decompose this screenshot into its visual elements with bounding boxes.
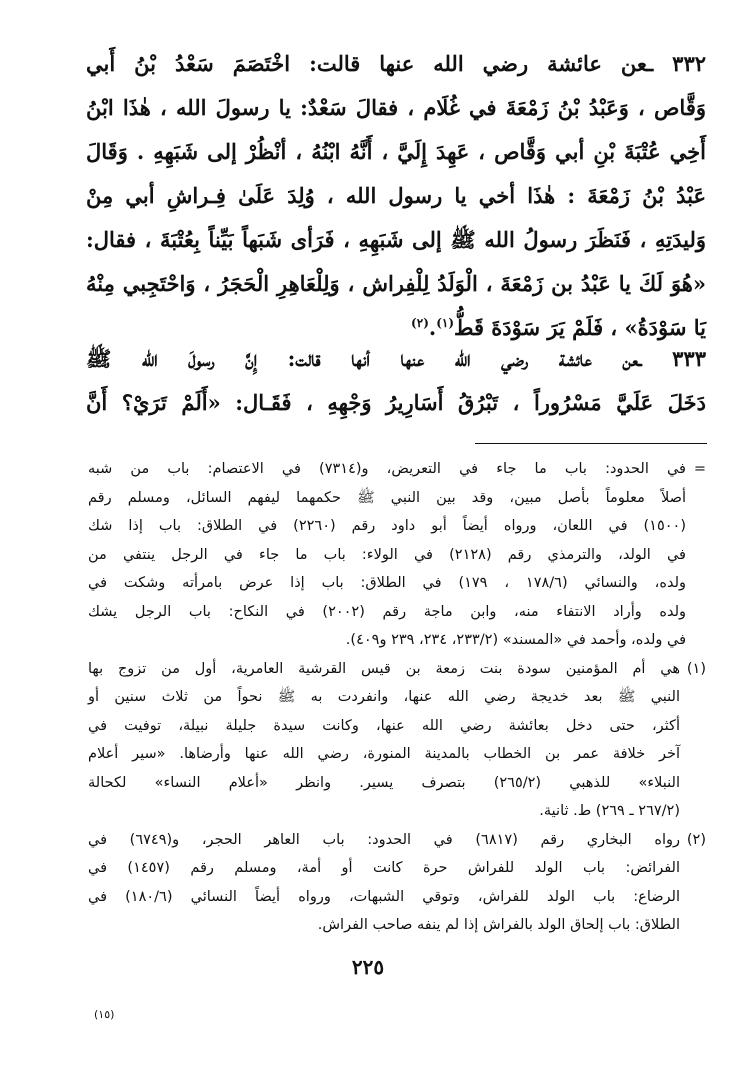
hadith-333-line-2: دَخَلَ عَلَيَّ مَسْرُوراً ، تَبْرُقُ أَسَارِيرُ وَجْهِهِ ، فَقَـال: «أَلَمْ تَرَيْ؟ أَنَّ — [86, 390, 706, 415]
hadith-332-line-3: أَخِي عُتْبَةَ بْنِ أبي وَقَّاص ، عَهِدَ إِلَيَّ ، أَنَّهُ ابْنُهُ ، أنْظُرْ إلى شَبَهِهِ . وَقَالَ — [86, 139, 706, 164]
hadith-332-line-6: «هُوَ لَكَ يا عَبْدُ بن زَمْعَةَ ، الْوَلَدُ لِلْفِراش ، وَلِلْعَاهِرِ الْحَجَرُ ، وَاحْتَجِبي مِنْهُ — [86, 271, 706, 296]
hadith-332-tail: . — [428, 315, 437, 340]
continuation-marker: = — [693, 461, 706, 477]
hadith-332-line-1-text: عن عائشة رضي الله عنها قالت: اخْتَصَمَ سَعْدُ بْنُ أَبي — [86, 51, 648, 76]
footnote-cont-line-5: ولده، والنسائي (١٧٨/٦ ، ١٧٩) في الطلاق: باب إذا عرض بامرأته وشكت في — [88, 575, 686, 591]
hadith-332-line-1 — [86, 42, 706, 86]
footnote-1-marker: (١) — [686, 660, 706, 677]
footnote-separator — [475, 443, 707, 444]
footnote-ref-2[interactable]: (٢) — [411, 316, 429, 330]
hadith-332-line-5: وَليدَتِهِ ، فَنَظَرَ رسولُ الله ﷺ إلى شَبَهِهِ ، فَرَأى شَبَهاً بَيِّناً بِعُتْبَةَ ، فقال: — [86, 227, 706, 252]
footnote-1-line-5: النبلاء» للذهبي (٢٦٥/٢) بتصرف يسير. وانظر «أعلام النساء» لكحالة — [88, 774, 680, 791]
footnote-2-marker: (٢) — [686, 831, 706, 848]
footnote-2-line-4: الطلاق: باب إلحاق الولد بالفراش إذا لم ينفه صاحب الفراش. — [317, 917, 680, 933]
hadith-332-line-2: وَقَّاص ، وَعَبْدُ بْنُ زَمْعَةَ في غُلَام ، فقالَ سَعْدٌ: يا رسولَ الله ، هٰذَا ابْنُ — [86, 95, 706, 120]
hadith-333-line-1-text: عن عائشة رضي الله عنها أنها قالت: إِنَّ رسولَ الله ﷺ — [86, 346, 639, 371]
footnote-2 — [88, 826, 706, 940]
footnotes — [88, 455, 706, 940]
hadith-332 — [86, 42, 706, 350]
footnote-1-line-2: النبي ﷺ بعد خديجة رضي الله عنها، وانفردت به ﷺ نحواً من ثلاث سنين أو — [88, 689, 680, 705]
footnote-1-line-4: آخر خلافة عمر بن الخطاب بالمدينة المنورة، رضي الله عنها وأرضاها. «سير أعلام — [88, 746, 680, 762]
footnote-cont-line-7: في ولده، وأحمد في «المسند» (٢٣٣/٢، ٢٣٤، ٢٣٩ و٤٠٩). — [345, 632, 686, 648]
footnote-cont-line-1: في الحدود: باب ما جاء في التعريض، و(٧٣١٤) في الاعتصام: باب من شبه — [88, 461, 686, 477]
hadith-332-number: ٣٣٢ ـ — [647, 51, 707, 76]
footnote-cont-line-2: أصلاً معلوماً بأصل مبين، وقد بين النبي ﷺ حكمهما ليفهم السائل، ومسلم رقم — [88, 489, 686, 506]
footnote-cont-line-3: (١٥٠٠) في اللعان، ورواه أيضاً أبو داود رقم (٢٢٦٠) في الطلاق: باب إذا شك — [88, 518, 686, 534]
footnote-1-line-3: أكثر، حتى دخل بعائشة رضي الله عنها، وكانت سيدة جليلة نبيلة، توفيت في — [88, 717, 680, 734]
footnote-cont-line-4: في الولد، والترمذي رقم (٢١٢٨) في الولاء: باب ما جاء في الرجل ينتفي من — [88, 546, 686, 563]
footnote-1-line-1: هي أم المؤمنين سودة بنت زمعة بن قيس القرشية العامرية، أول من تزوج بها — [88, 660, 680, 677]
hadith-332-line-4: عَبْدُ بْنُ زَمْعَةَ : هٰذَا أخي يا رسول الله ، وُلِدَ عَلَىٰ فِـراشِ أبي مِنْ — [86, 183, 706, 208]
signature-number: (١٥) — [94, 1008, 115, 1021]
footnote-2-line-1: رواه البخاري رقم (٦٨١٧) في الحدود: باب العاهر الحجر، و(٦٧٤٩) في — [88, 831, 680, 848]
footnote-continuation — [88, 455, 706, 655]
footnote-1-line-6: (٢٦٧/٢ ـ ٢٦٩) ط. ثانية. — [539, 803, 680, 819]
hadith-333-number: ٣٣٣ ـ — [638, 346, 706, 371]
hadith-333-line-1 — [86, 337, 706, 381]
footnote-ref-1[interactable]: (١) — [436, 316, 455, 330]
footnote-1 — [88, 655, 706, 826]
page-number: ٢٢٥ — [351, 955, 385, 979]
footnote-2-line-2: الفرائض: باب الولد للفراش حرة كانت أو أمة، ومسلم رقم (١٤٥٧) في — [88, 860, 680, 876]
footnote-2-line-3: الرضاع: باب الولد للفراش، وتوقي الشبهات، ورواه أيضاً النسائي (١٨٠/٦) في — [88, 888, 680, 905]
hadith-332-line-7-text: يَا سَوْدَةُ» ، فَلَمْ يَرَ سَوْدَةَ قَطُّ — [454, 315, 706, 340]
hadith-333 — [86, 337, 706, 425]
footnote-cont-line-6: ولده وأراد الانتفاء منه، وابن ماجة رقم (٢٠٠٢) في النكاح: باب الرجل يشك — [88, 603, 686, 620]
